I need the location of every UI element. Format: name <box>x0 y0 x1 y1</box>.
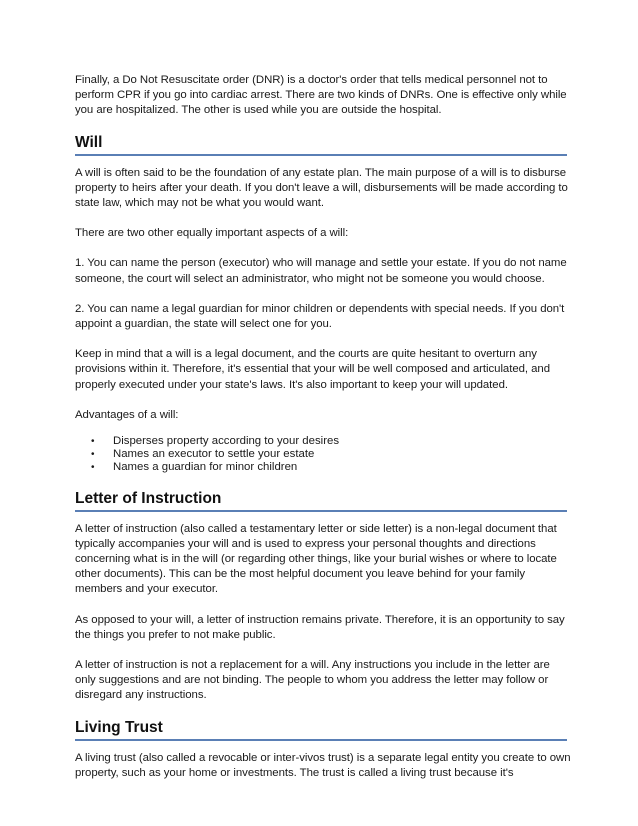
will-paragraph-5: Keep in mind that a will is a legal document, and the courts are quite hesitant to overturn any provisions within it. Therefore, it's essential that your will be well composed and articulated, and properly executed under your state's laws. It's also important to keep your will updated. <box>75 348 550 391</box>
list-item-text: Disperses property according to your desires <box>113 435 340 448</box>
will-paragraph-1: A will is often said to be the foundation of any estate plan. The main purpose of a will is to disburse property to heirs after your death. If you don't leave a will, disbursements will be made according to state law, which may not be what you would want. <box>75 166 568 210</box>
list-item <box>75 461 571 474</box>
living-trust-paragraph-1: A living trust (also called a revocable or inter-vivos trust) is a separate legal entity you create to own property, such as your home or investments. The trust is called a living trust because it's <box>75 751 571 779</box>
bullet-icon: • <box>91 462 95 474</box>
section-heading-will: Will <box>75 133 567 156</box>
list-item <box>75 448 571 461</box>
bullet-icon: • <box>91 436 95 448</box>
list-item-text: Names a guardian for minor children <box>113 461 298 474</box>
letter-paragraph-1: A letter of instruction (also called a testamentary letter or side letter) is a non-legal document that typically accompanies your will and is used to express your personal thoughts and directions concerning what is in the will (or regarding other things, like your burial wishes or where to locate other documents). This can be the most helpful document you leave behind for your family members and your executor. <box>75 522 557 596</box>
will-paragraph-2: There are two other equally important aspects of a will: <box>75 227 349 240</box>
intro-paragraph: Finally, a Do Not Resuscitate order (DNR) is a doctor's order that tells medical personnel not to perform CPR if you go into cardiac arrest. There are two kinds of DNRs. One is effective only while you are hospitalized. The other is used while you are outside the hospital. <box>75 74 567 117</box>
section-heading-letter-of-instruction: Letter of Instruction <box>75 489 567 512</box>
bullet-icon: • <box>91 449 95 461</box>
will-paragraph-6: Advantages of a will: <box>75 408 179 421</box>
advantages-list <box>75 435 571 475</box>
list-item-text: Names an executor to settle your estate <box>113 448 315 461</box>
document-page <box>75 73 571 781</box>
will-paragraph-3: 1. You can name the person (executor) who will manage and settle your estate. If you do not name someone, the court will select an administrator, who might not be someone you would choose. <box>75 257 567 285</box>
letter-paragraph-2: As opposed to your will, a letter of instruction remains private. Therefore, it is an opportunity to say the things you prefer to not make public. <box>75 613 565 641</box>
will-paragraph-4: 2. You can name a legal guardian for minor children or dependents with special needs. If you don't appoint a guardian, the state will select one for you. <box>75 302 565 331</box>
letter-paragraph-3: A letter of instruction is not a replacement for a will. Any instructions you include in the letter are only suggestions and are not binding. The people to whom you address the letter may follow or disregard any instructions. <box>75 659 550 702</box>
section-heading-living-trust: Living Trust <box>75 718 567 741</box>
list-item <box>75 435 571 448</box>
